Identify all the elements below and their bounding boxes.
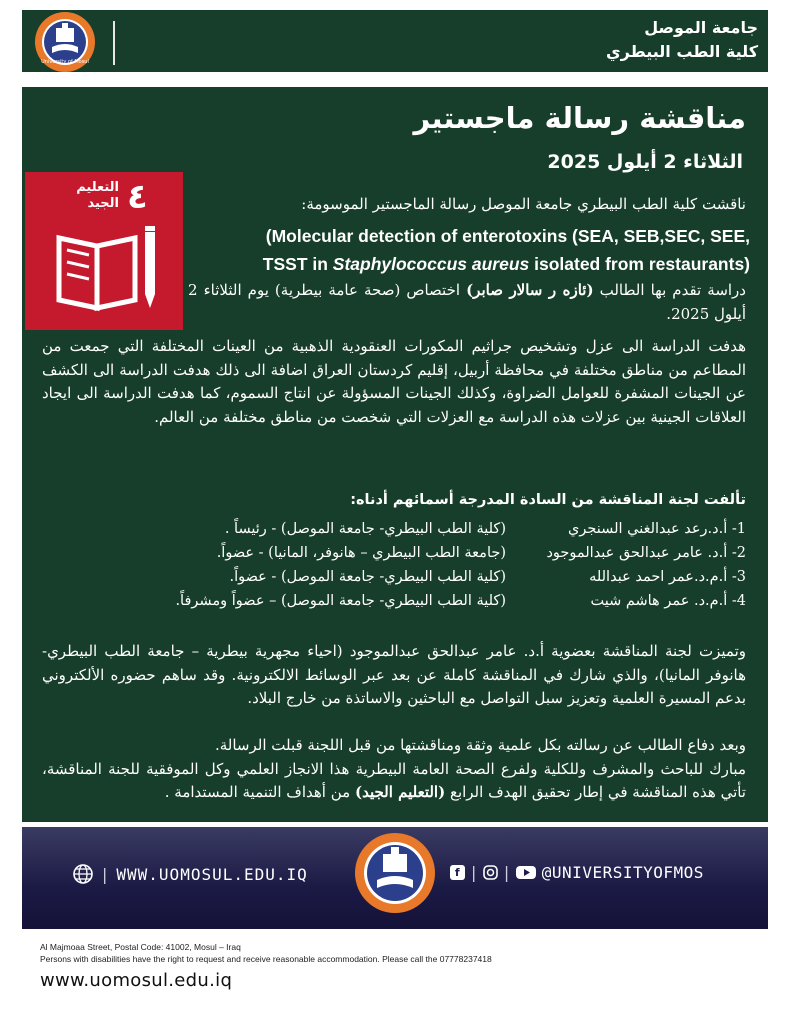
congratulations xyxy=(42,758,746,805)
header-titles xyxy=(606,16,758,64)
thesis-line2-start: TSST in xyxy=(262,254,333,274)
defense-result xyxy=(42,734,746,805)
defense-date: الثلاثاء 2 أيلول 2025 xyxy=(547,151,743,173)
member-name: 4- أ.م.د. عمر هاشم شيت xyxy=(590,593,746,609)
member-name: 1- أ.د.رعد عبدالغني السنجري xyxy=(568,521,746,537)
remote-member-note: وتميزت لجنة المناقشة بعضوية أ.د. عامر عبدالحق عبدالموجود (احياء مجهرية بيطرية – جامعة الطب البيطري- هانوفر المانيا)، والذي شارك في المناقشة كاملة عن بعد عبر الوسائط الالكترونية. وقد ساهم حضوره الألكتروني بدعم المسيرة العلمية وتعزيز سبل التواصل مع الباحثين والاساتذة من خارج البلاد. xyxy=(42,642,746,707)
student-prefix: دراسة تقدم بها الطالب xyxy=(593,281,746,299)
student-info xyxy=(188,279,746,326)
social-contact: f | | @UNIVERSITYOFMOS xyxy=(450,863,704,882)
sdg-goal-4-badge xyxy=(25,172,183,330)
committee-heading: تألفت لجنة المناقشة من السادة المدرجة أسمائهم أدناه: xyxy=(350,492,746,508)
announcement-panel xyxy=(22,87,768,822)
sdg-label xyxy=(41,180,119,212)
website-link[interactable]: WWW.UOMOSUL.EDU.IQ xyxy=(116,864,308,884)
sdg-label-line1: التعليم xyxy=(76,180,119,195)
committee-member xyxy=(126,517,746,541)
facebook-icon[interactable]: f xyxy=(450,865,465,880)
sdg-label-line2: الجيد xyxy=(87,196,119,211)
member-name: 2- أ.د. عامر عبدالحق عبدالموجود xyxy=(546,545,746,561)
study-aim: هدفت الدراسة الى عزل وتشخيص جراثيم المكورات العنقودية الذهبية من العينات المختلفة التي جمعت من المطاعم من مناطق مختلفة في محافظة أربيل، إقليم كردستان العراق اضافة الى ذلك هدفت الدراسة الى الكشف عن الجينات المشفرة للعوامل الضراوة، وكذلك الجينات المسؤولة عن انتاج السموم، كما هدفت الدراسة الى ايجاد العلاقات الجينية بين عزلات هذه الدراسة مع العزلات التي شخصت من مناطق مختلفة من العالم. xyxy=(42,337,746,426)
accessibility-note: Persons with disabilities have the right to request and receive reasonable accommodation. Please call the 07778237418 xyxy=(40,954,492,964)
member-role: (كلية الطب البيطري- جامعة الموصل) - رئيساً . xyxy=(224,521,506,537)
thesis-title-line2 xyxy=(185,250,750,278)
committee-member xyxy=(126,565,746,589)
congrats-start: مبارك للباحث والمشرف وللكلية ولفرع الصحة العامة البيطرية هذا الانجاز العلمي وكل الموفقية للجنة المناقشة، تأتي هذه المناقشة في إطار تحقيق الهدف الرابع xyxy=(42,759,746,801)
member-role: (كلية الطب البيطري- جامعة الموصل) – عضواً ومشرفاً. xyxy=(175,593,506,609)
thesis-title xyxy=(185,222,750,278)
globe-icon xyxy=(72,863,94,885)
university-logo[interactable] xyxy=(34,11,96,73)
page-title: مناقشة رسالة ماجستير xyxy=(413,101,746,135)
student-suffix: اختصاص (صحة عامة بيطرية) يوم الثلاثاء 2 أيلول 2025. xyxy=(188,281,746,323)
youtube-icon[interactable] xyxy=(516,865,536,880)
congrats-end: من أهداف التنمية المستدامة . xyxy=(164,783,355,801)
university-name: جامعة الموصل xyxy=(644,18,758,37)
logo-motto: University of Mosul xyxy=(41,59,89,65)
committee-member xyxy=(126,541,746,565)
college-name: كلية الطب البيطري xyxy=(606,42,758,61)
instagram-icon[interactable] xyxy=(483,865,498,880)
thesis-title-line1: (Molecular detection of enterotoxins (SEA, SEB,SEC, SEE, xyxy=(265,226,750,246)
student-name: (ئازه ر سالار صابر) xyxy=(466,281,594,299)
footer-website[interactable]: www.uomosul.edu.iq xyxy=(40,970,233,991)
member-role: (كلية الطب البيطري- جامعة الموصل) - عضواً. xyxy=(229,569,506,585)
footer-notes xyxy=(40,941,492,965)
book-pencil-icon xyxy=(51,224,161,316)
intro-text: ناقشت كلية الطب البيطري جامعة الموصل رسالة الماجستير الموسومة: xyxy=(301,195,746,213)
thesis-line2-end: isolated from restaurants) xyxy=(529,254,750,274)
member-name: 3- أ.م.د.عمر احمد عبدالله xyxy=(589,569,746,585)
sdg-goal-name: (التعليم الجيد) xyxy=(354,783,446,801)
sdg-number: ٤ xyxy=(127,177,148,217)
header-bar xyxy=(22,10,768,72)
header-divider xyxy=(113,21,115,65)
committee-list xyxy=(126,517,746,613)
defense-text: وبعد دفاع الطالب عن رسالته بكل علمية وثقة ومناقشتها من قبل اللجنة قبلت الرسالة. xyxy=(214,736,746,754)
social-handle[interactable]: @UNIVERSITYOFMOS xyxy=(541,863,704,882)
address: Al Majmoaa Street, Postal Code: 41002, Mosul – Iraq xyxy=(40,942,241,952)
committee-member xyxy=(126,589,746,613)
university-logo-large[interactable] xyxy=(354,832,436,914)
species-name: Staphylococcus aureus xyxy=(332,254,530,274)
website-contact[interactable]: | WWW.UOMOSUL.EDU.IQ xyxy=(72,863,308,885)
contact-banner xyxy=(22,827,768,929)
member-role: (جامعة الطب البيطري – هانوفر، المانيا) - عضواً. xyxy=(216,545,506,561)
